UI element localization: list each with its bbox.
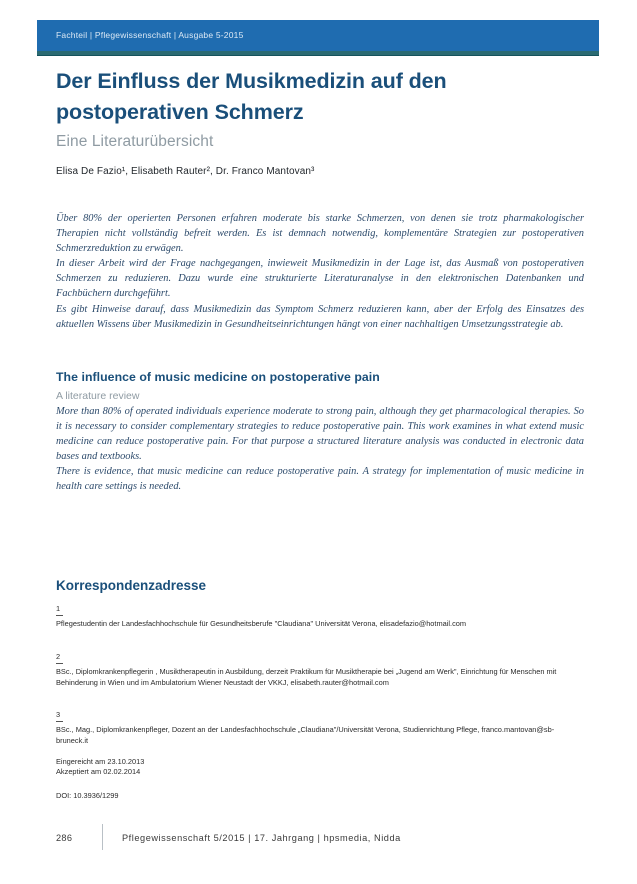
- abstract-english-paragraph: There is evidence, that music medicine can reduce postoperative pain. A strategy for implementation of music medicine in health care settings is needed.: [56, 466, 584, 493]
- page-title: Der Einfluss der Musikmedizin auf den postoperativen Schmerz: [56, 69, 447, 124]
- abstract-german-paragraph: In dieser Arbeit wird der Frage nachgegangen, inwieweit Musikmedizin in der Lage ist, das Ausmaß von postoperativen Schmerzen zu reduzieren. Dazu wurde eine strukturierte Literaturanalyse in den elektronischen Datenbanken und Fachbüchern durchgeführt.: [56, 258, 584, 300]
- footnote-text: BSc., Mag., Diplomkrankenpfleger, Dozent an der Landesfachhochschule „Claudiana"/Universität Verona, Studienrichtung Pflege, franco.mantovan@sb-bruneck.it: [56, 725, 555, 745]
- footnote-text: Pflegestudentin der Landesfachhochschule für Gesundheitsberufe "Claudiana" Universität Verona, elisadefazio@hotmail.com: [56, 619, 467, 629]
- footnote-3: [56, 710, 576, 746]
- correspondence-heading: Korrespondenzadresse: [56, 578, 207, 593]
- doi: DOI: 10.3936/1299: [56, 791, 119, 800]
- header-rule-thin: [37, 55, 599, 56]
- footer-citation: Pflegewissenschaft 5/2015 | 17. Jahrgang | hpsmedia, Nidda: [122, 833, 401, 843]
- abstract-german-paragraph: Es gibt Hinweise darauf, dass Musikmedizin das Symptom Schmerz reduzieren kann, aber der Erfolg des Einsatzes des aktuellen Wissens über Musikmedizin in Gesundheitseinrichtungen hängt von einer nachhaltigen Umsetzungsstrategie ab.: [56, 303, 584, 330]
- breadcrumb: Fachteil | Pflegewissenschaft | Ausgabe 5-2015: [56, 30, 244, 40]
- abstract-english: [56, 404, 584, 495]
- footnote-marker: 2: [56, 652, 63, 664]
- submitted-date: Eingereicht am 23.10.2013: [56, 757, 145, 766]
- footer-page-number: 286: [56, 833, 73, 843]
- abstract-german: [56, 211, 584, 332]
- abstract-english-paragraph: More than 80% of operated individuals experience moderate to strong pain, although they get pharmacological therapies. So it is necessary to consider complementary strategies to reduce postoperative pain. This work examines in what extend music medicine can reduce postoperative pain. For that purpose a structured literature analysis was conducted in electronic data bases and textbooks.: [56, 406, 584, 463]
- english-subtitle: A literature review: [56, 390, 140, 402]
- footnote-1: [56, 604, 576, 630]
- submission-dates: [56, 757, 144, 778]
- footnote-marker: 1: [56, 604, 63, 616]
- footer-divider: [102, 824, 103, 850]
- footnote-marker: 3: [56, 710, 63, 722]
- abstract-german-paragraph: Über 80% der operierten Personen erfahren moderate bis starke Schmerzen, von denen sie trotz pharmakologischer Therapien nicht vollständig befreit werden. Es ist demnach notwendig, komplementäre Strategien zur postoperativen Schmerzreduktion zu erwägen.: [56, 213, 584, 255]
- footnote-2: [56, 652, 576, 688]
- accepted-date: Akzeptiert am 02.02.2014: [56, 767, 141, 777]
- footnote-text: BSc., Diplomkrankenpflegerin , Musiktherapeutin in Ausbildung, derzeit Praktikum für Musiktherapie bei „Jugend am Werk", Einrichtung für Menschen mit Behinderung in Wien und im Ambulatorium Wiener Neustadt der VKKJ, elisabeth.rauter@hotmail.com: [56, 667, 557, 687]
- english-title: The influence of music medicine on postoperative pain: [56, 370, 380, 384]
- author-list: Elisa De Fazio¹, Elisabeth Rauter², Dr. Franco Mantovan³: [56, 166, 315, 177]
- page-subtitle: Eine Literaturübersicht: [56, 133, 214, 150]
